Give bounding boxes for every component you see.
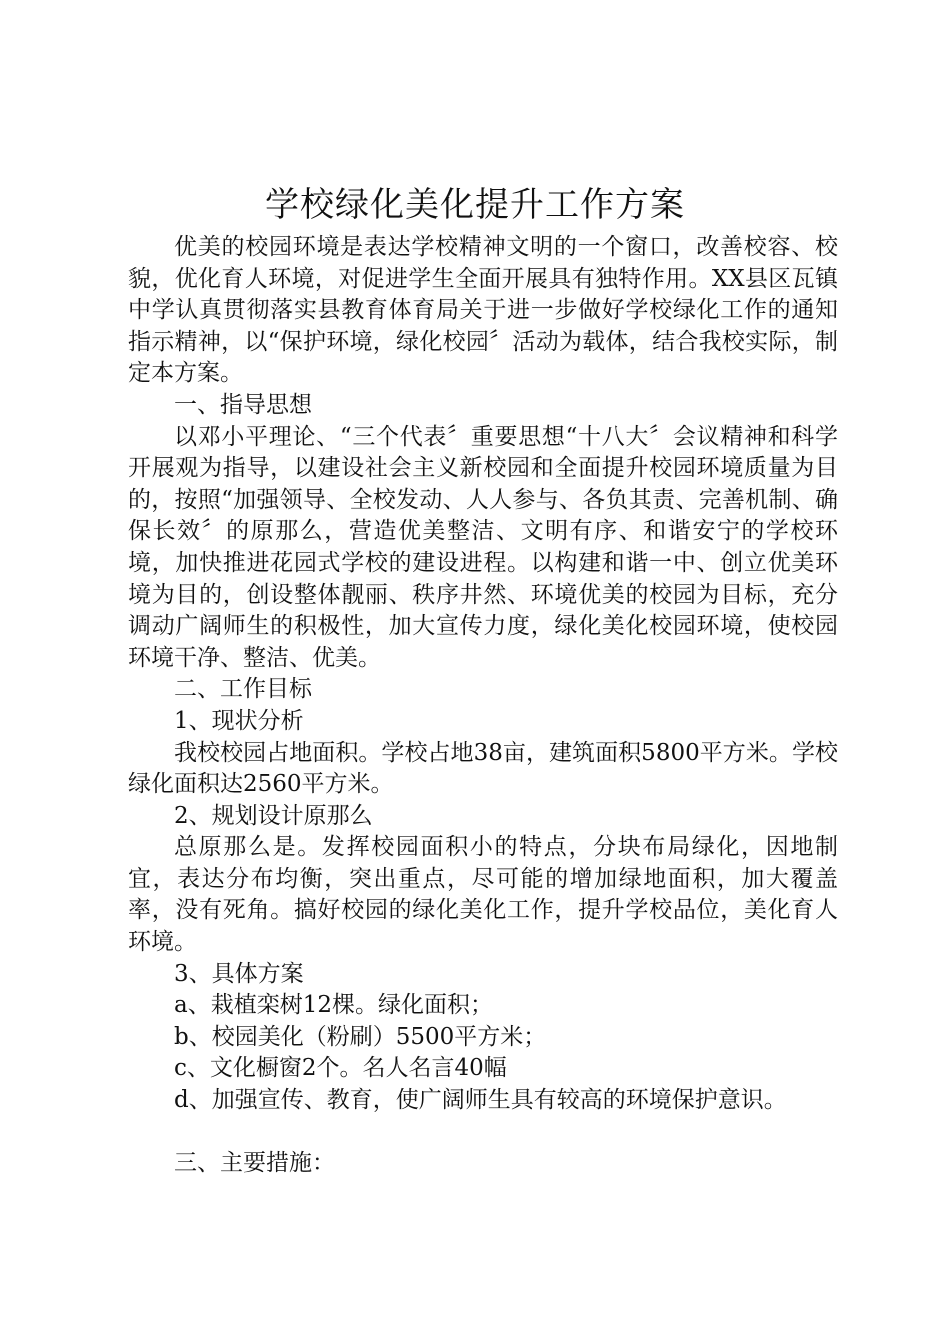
subheading-design-principles: 2、规划设计原那么 — [174, 802, 373, 829]
plan-item-c: c、文化橱窗2个。名人名言40幅 — [174, 1055, 507, 1082]
document-title: 学校绿化美化提升工作方案 — [265, 185, 685, 225]
subheading-status-analysis: 1、现状分析 — [174, 707, 304, 734]
plan-item-b: b、校园美化（粉刷）5500平方米； — [174, 1023, 547, 1050]
subheading-specific-plan: 3、具体方案 — [174, 960, 304, 987]
status-analysis-paragraph: 我校校园占地面积。学校占地38亩，建筑面积5800平方米。学校绿化面积达2560平方米。 — [128, 739, 838, 798]
intro-paragraph: 优美的校园环境是表达学校精神文明的一个窗口，改善校容、校貌，优化育人环境，对促进学生全面开展具有独特作用。XX县区瓦镇中学认真贯彻落实县教育体育局关于进一步做好学校绿化工作的通知指示精神，以“保护环境，绿化校园〞活动为载体，结合我校实际，制定本方案。 — [128, 234, 838, 387]
section-heading-guiding-ideology: 一、指导思想 — [174, 391, 312, 418]
guiding-ideology-paragraph: 以邓小平理论、“三个代表〞重要思想“十八大〞会议精神和科学开展观为指导，以建设社会主义新校园和全面提升校园环境质量为目的，按照“加强领导、全校发动、人人参与、各负其责、完善机制、确保长效〞的原那么，营造优美整洁、文明有序、和谐安宁的学校环境，加快推进花园式学校的建设进程。以构建和谐一中、创立优美环境为目的，创设整体靓丽、秩序井然、环境优美的校园为目标，充分调动广阔师生的积极性，加大宣传力度，绿化美化校园环境，使校园环境干净、整洁、优美。 — [128, 423, 838, 671]
document-body — [128, 232, 838, 1180]
section-heading-work-goals: 二、工作目标 — [174, 676, 312, 703]
plan-item-a: a、栽植栾树12棵。绿化面积； — [174, 992, 493, 1019]
section-heading-main-measures: 三、主要措施： — [174, 1150, 335, 1177]
design-principles-paragraph: 总原那么是。发挥校园面积小的特点，分块布局绿化，因地制宜，表达分布均衡，突出重点，尽可能的增加绿地面积，加大覆盖率，没有死角。搞好校园的绿化美化工作，提升学校品位，美化育人环境。 — [128, 834, 838, 956]
plan-item-d: d、加强宣传、教育，使广阔师生具有较高的环境保护意识。 — [174, 1087, 787, 1114]
